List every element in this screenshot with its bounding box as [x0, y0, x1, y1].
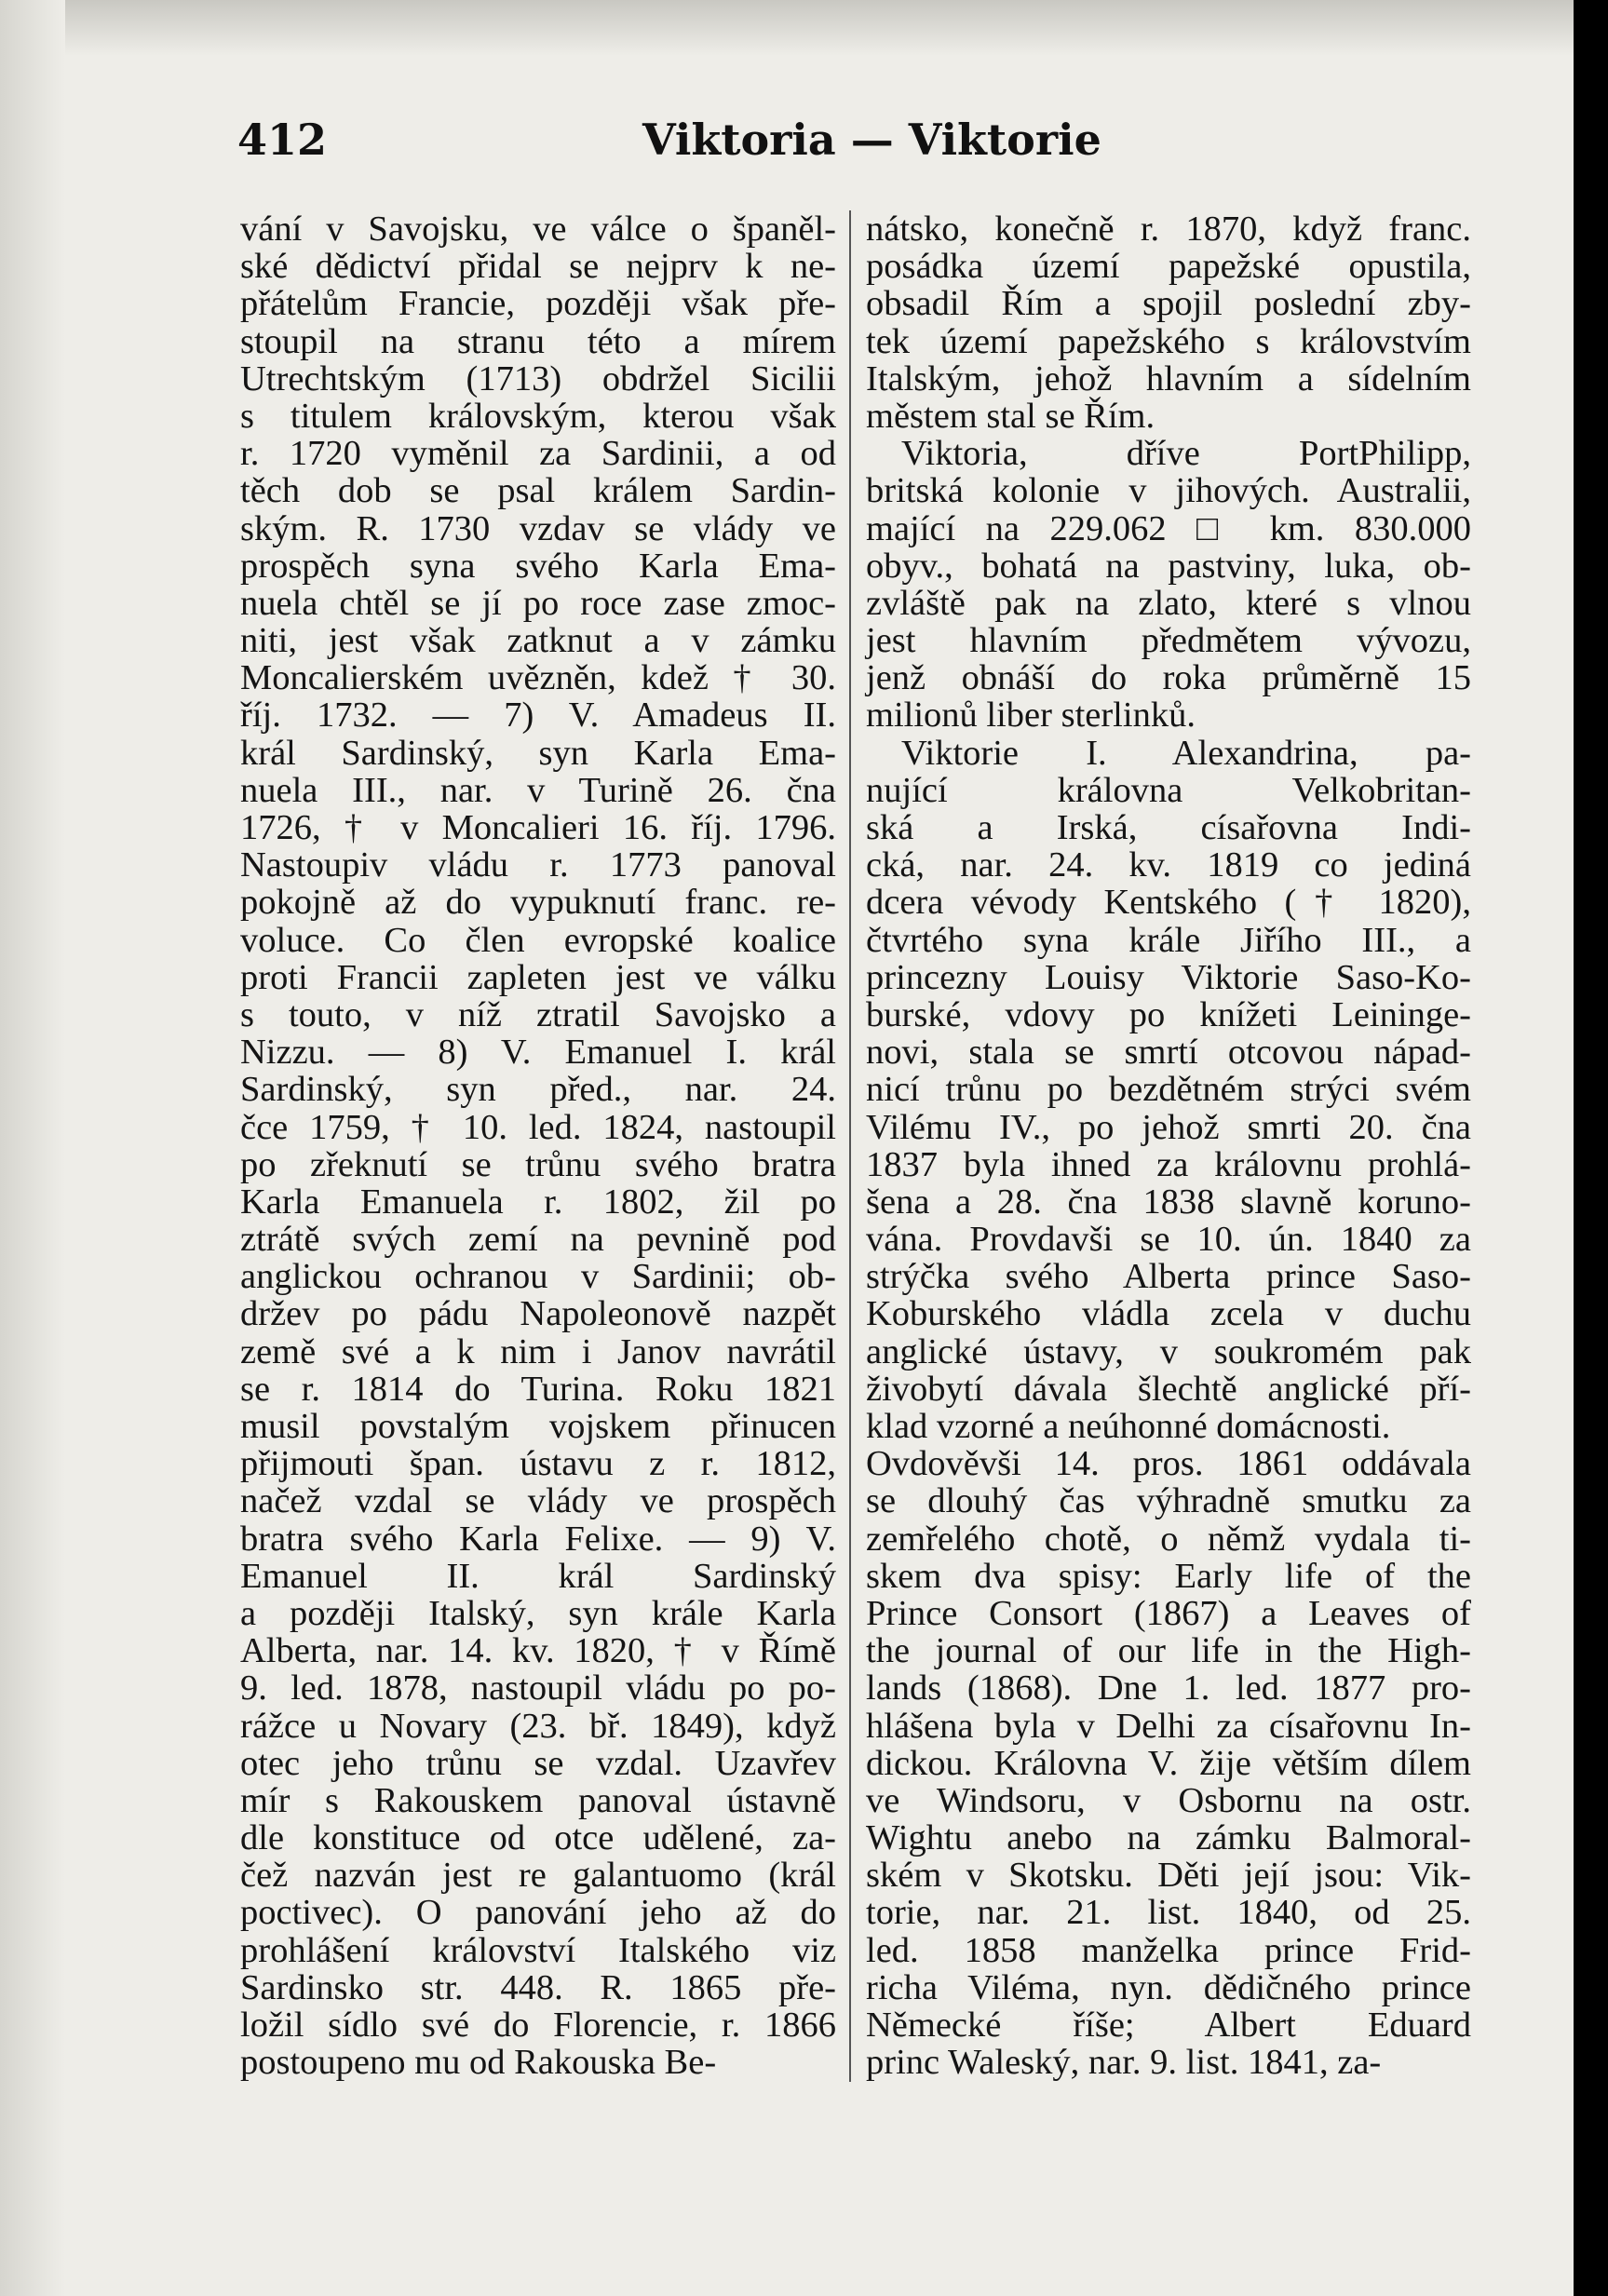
text-line: zvláště pak na zlato, které s vlnou	[866, 583, 1471, 623]
text-line: strýčka svého Alberta prince Saso-	[866, 1257, 1471, 1297]
text-line: ložil sídlo své do Florencie, r. 1866	[240, 2006, 836, 2045]
scan-shadow-top	[0, 0, 1574, 56]
text-line: dcera vévody Kentského († 1820),	[866, 883, 1471, 923]
text-line: pokojně až do vypuknutí franc. re-	[240, 883, 836, 923]
text-line: musil povstalým vojskem přinucen	[240, 1407, 836, 1446]
text-line: vání v Savojsku, ve válce o španěl-	[240, 209, 836, 249]
text-line: dle konstituce od otce udělené, za-	[240, 1818, 836, 1858]
text-line: cká, nar. 24. kv. 1819 co jediná	[866, 845, 1471, 885]
text-line: Koburského vládla zcela v duchu	[866, 1294, 1471, 1334]
text-line: Sardinský, syn před., nar. 24.	[240, 1070, 836, 1110]
text-line: Wightu anebo na zámku Balmoral-	[866, 1818, 1471, 1858]
text-line: the journal of our life in the High-	[866, 1631, 1471, 1671]
text-line: torie, nar. 21. list. 1840, od 25.	[866, 1893, 1471, 1933]
text-line: posádka území papežské opustila,	[866, 247, 1471, 287]
text-line: nující královna Velkobritan-	[866, 770, 1471, 810]
text-line: Sardinsko str. 448. R. 1865 pře-	[240, 1967, 836, 2007]
text-line: novi, stala se smrtí otcovou nápad-	[866, 1033, 1471, 1073]
page-number: 412	[237, 115, 328, 165]
text-line: vána. Provdavši se 10. ún. 1840 za	[866, 1220, 1471, 1260]
text-line: klad vzorné a neúhonné domácnosti.	[866, 1407, 1391, 1446]
text-line: Karla Emanuela r. 1802, žil po	[240, 1182, 836, 1222]
text-line: milionů liber sterlinků.	[866, 696, 1196, 736]
text-line: Německé říše; Albert Eduard	[866, 2006, 1471, 2045]
text-line: s touto, v níž ztratil Savojsko a	[240, 994, 836, 1034]
text-line: s titulem královským, kterou však	[240, 396, 836, 436]
text-line: skem dva spisy: Early life of the	[866, 1556, 1471, 1596]
text-line: nuela III., nar. v Turině 26. čna	[240, 770, 836, 810]
text-line: led. 1858 manželka prince Frid-	[866, 1930, 1471, 1970]
left-column	[240, 210, 836, 2081]
text-line: Viktoria, dříve PortPhilipp,	[901, 434, 1471, 474]
text-line: Utrechtským (1713) obdržel Sicilii	[240, 358, 836, 398]
text-line: Nizzu. — 8) V. Emanuel I. král	[240, 1033, 836, 1073]
text-line: 1837 byla ihned za královnu prohlá-	[866, 1144, 1471, 1184]
text-line: Alberta, nar. 14. kv. 1820, † v Římě	[240, 1631, 836, 1671]
text-line: Vilému IV., po jehož smrti 20. čna	[866, 1107, 1471, 1147]
text-line: mír s Rakouskem panoval ústavně	[240, 1780, 836, 1820]
text-line: Viktorie I. Alexandrina, pa-	[901, 733, 1471, 773]
text-line: obyv., bohatá na pastviny, luka, ob-	[866, 546, 1471, 586]
column-divider	[849, 210, 851, 2082]
text-line: richa Viléma, nyn. dědičného prince	[866, 1967, 1471, 2007]
text-line: voluce. Co člen evropské koalice	[240, 920, 836, 960]
text-line: postoupeno mu od Rakouska Be-	[240, 2043, 717, 2083]
text-line: lands (1868). Dne 1. led. 1877 pro-	[866, 1668, 1471, 1708]
text-line: dickou. Královna V. žije větším dílem	[866, 1743, 1471, 1783]
text-line: živobytí dávala šlechtě anglické pří-	[866, 1369, 1471, 1409]
text-line: šena a 28. čna 1838 slavně koruno-	[866, 1182, 1471, 1222]
text-line: se dlouhý čas výhradně smutku za	[866, 1481, 1471, 1521]
text-line: přijmouti špan. ústavu z r. 1812,	[240, 1444, 836, 1484]
text-line: prospěch syna svého Karla Ema-	[240, 546, 836, 586]
running-title: Viktoria — Viktorie	[642, 115, 1101, 165]
text-line: otec jeho trůnu se vzdal. Uzavřev	[240, 1743, 836, 1783]
text-line: král Sardinský, syn Karla Ema-	[240, 733, 836, 773]
text-line: nicí trůnu po bezdětném strýci svém	[866, 1070, 1471, 1110]
text-line: burské, vdovy po knížeti Leininge-	[866, 994, 1471, 1034]
text-line: princ Waleský, nar. 9. list. 1841, za-	[866, 2043, 1382, 2083]
text-line: Emanuel II. král Sardinský	[240, 1556, 836, 1596]
text-line: prohlášení království Italského viz	[240, 1930, 836, 1970]
text-line: Italským, jehož hlavním a sídelním	[866, 358, 1471, 398]
text-line: jenž obnáší do roka průměrně 15	[866, 658, 1471, 698]
scan-border-right	[1574, 0, 1608, 2296]
right-column	[866, 210, 1471, 2081]
text-line: stoupil na stranu této a mírem	[240, 321, 836, 361]
text-line: Ovdověvši 14. pros. 1861 oddávala	[866, 1444, 1471, 1484]
text-line: poctivec). O panování jeho až do	[240, 1893, 836, 1933]
text-line: Nastoupiv vládu r. 1773 panoval	[240, 845, 836, 885]
text-line: nátsko, konečně r. 1870, když franc.	[866, 209, 1471, 249]
scan-shadow-left	[0, 0, 65, 2296]
text-line: zemřelého chotě, o němž vydala ti-	[866, 1519, 1471, 1559]
text-line: princezny Louisy Viktorie Saso-Ko-	[866, 957, 1471, 997]
text-line: čce 1759, † 10. led. 1824, nastoupil	[240, 1107, 836, 1147]
text-line: nuela chtěl se jí po roce zase zmoc-	[240, 583, 836, 623]
text-line: čež nazván jest re galantuomo (král	[240, 1856, 836, 1896]
text-line: říj. 1732. — 7) V. Amadeus II.	[240, 696, 836, 736]
text-line: a později Italský, syn krále Karla	[240, 1593, 836, 1633]
text-line: načež vzdal se vlády ve prospěch	[240, 1481, 836, 1521]
text-line: bratra svého Karla Felixe. — 9) V.	[240, 1519, 836, 1559]
text-line: těch dob se psal králem Sardin-	[240, 471, 836, 511]
text-line: ském v Skotsku. Děti její jsou: Vik-	[866, 1856, 1471, 1896]
text-line: země své a k nim i Janov navrátil	[240, 1331, 836, 1371]
text-line: ským. R. 1730 vzdav se vlády ve	[240, 508, 836, 548]
text-line: rážce u Novary (23. bř. 1849), když	[240, 1706, 836, 1746]
text-line: obsadil Řím a spojil poslední zby-	[866, 284, 1471, 324]
text-line: anglické ústavy, v soukromém pak	[866, 1331, 1471, 1371]
text-line: čtvrtého syna krále Jiřího III., a	[866, 920, 1471, 960]
text-line: proti Francii zapleten jest ve válku	[240, 957, 836, 997]
text-line: r. 1720 vyměnil za Sardinii, a od	[240, 434, 836, 474]
text-line: se r. 1814 do Turina. Roku 1821	[240, 1369, 836, 1409]
text-line: 9. led. 1878, nastoupil vládu po po-	[240, 1668, 836, 1708]
text-line: ve Windsoru, v Osbornu na ostr.	[866, 1780, 1471, 1820]
text-line: ztrátě svých zemí na pevnině pod	[240, 1220, 836, 1260]
text-line: ské dědictví přidal se nejprv k ne-	[240, 247, 836, 287]
text-line: městem stal se Řím.	[866, 396, 1155, 436]
text-line: 1726, † v Moncalieri 16. říj. 1796.	[240, 808, 836, 847]
text-line: ská a Irská, císařovna Indi-	[866, 808, 1471, 847]
text-line: držev po pádu Napoleonově nazpět	[240, 1294, 836, 1334]
text-line: hlášena byla v Delhi za císařovnu In-	[866, 1706, 1471, 1746]
text-line: anglickou ochranou v Sardinii; ob-	[240, 1257, 836, 1297]
text-line: britská kolonie v jihových. Australii,	[866, 471, 1471, 511]
text-line: tek území papežského s královstvím	[866, 321, 1471, 361]
text-line: přátelům Francie, později však pře-	[240, 284, 836, 324]
text-line: Moncalierském uvězněn, kdež † 30.	[240, 658, 836, 698]
text-line: mající na 229.062 □ km. 830.000	[866, 508, 1471, 548]
text-line: po zřeknutí se trůnu svého bratra	[240, 1144, 836, 1184]
text-line: jest hlavním předmětem vývozu,	[866, 621, 1471, 661]
text-line: niti, jest však zatknut a v zámku	[240, 621, 836, 661]
text-line: Prince Consort (1867) a Leaves of	[866, 1593, 1471, 1633]
